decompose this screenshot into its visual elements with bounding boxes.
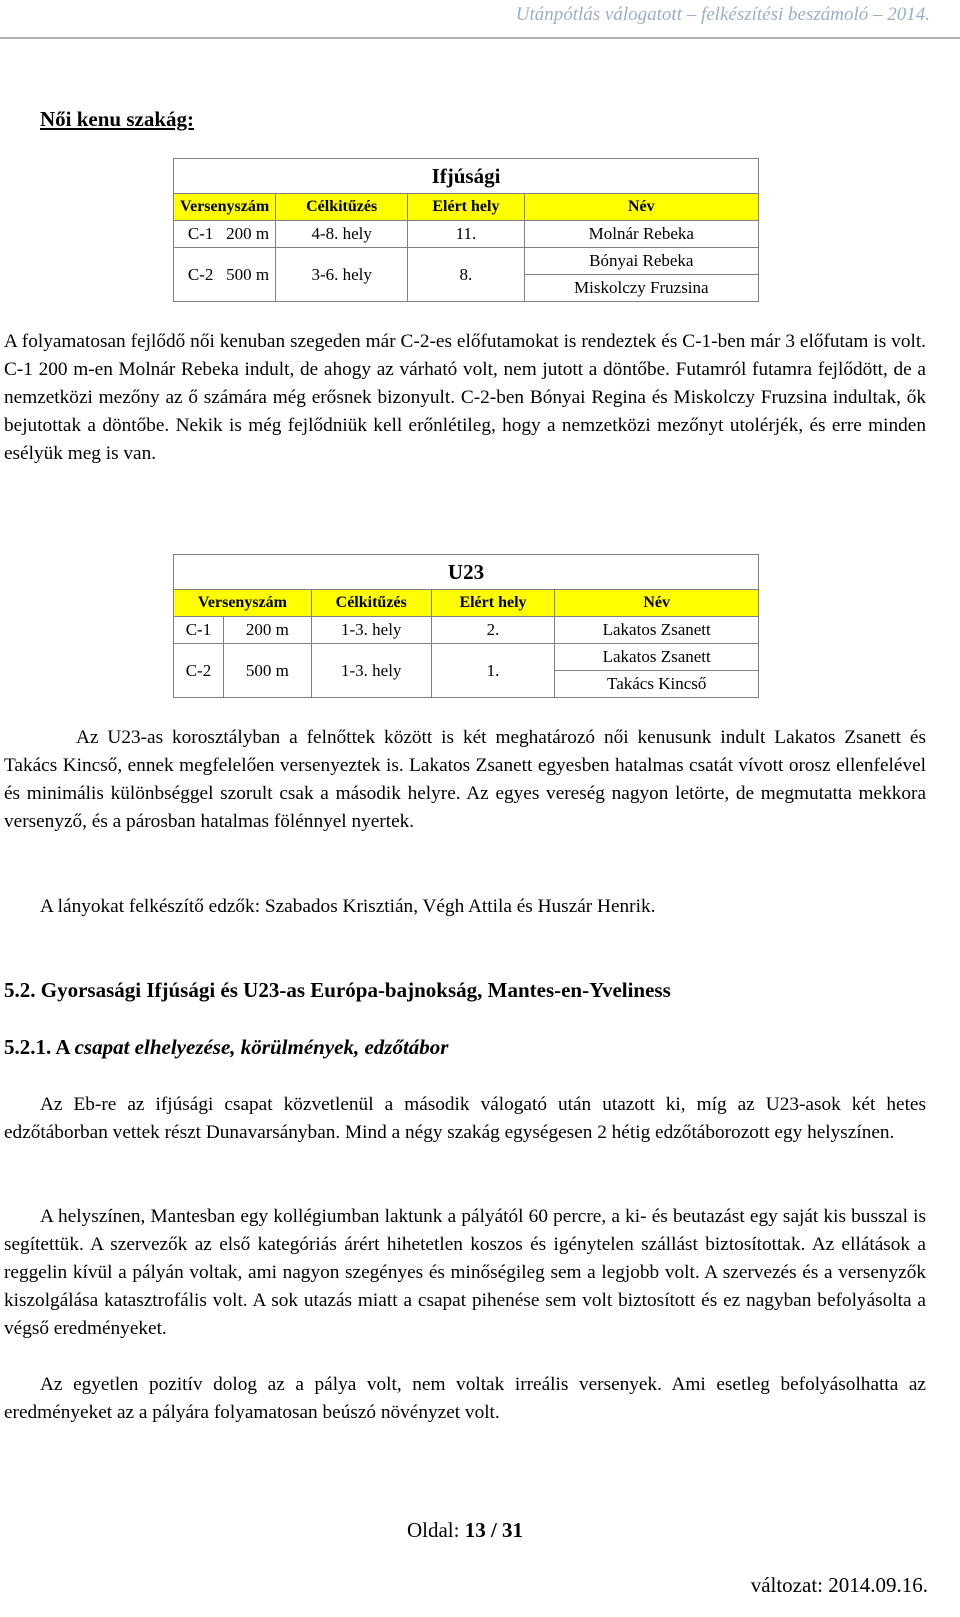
event-cell	[174, 221, 276, 248]
goal-cell: 4-8. hely	[276, 221, 408, 248]
table-header-row	[174, 590, 759, 617]
event-class: C-1	[187, 224, 214, 243]
event-class: C-2	[174, 644, 224, 698]
place-cell: 8.	[408, 248, 524, 302]
name-cell: Miskolczy Fruzsina	[524, 275, 758, 302]
table-header-row	[174, 194, 759, 221]
name-cell: Lakatos Zsanett	[555, 617, 759, 644]
paragraph-venue-2: Az egyetlen pozitív dolog az a pálya volt, nem voltak irreális versenyek. Ami esetleg befolyásolhatta az eredményeket az a pályára folyamatosan beúszó növényzet volt.	[4, 1374, 926, 1423]
col-header-event: Versenyszám	[174, 590, 312, 617]
place-cell: 1.	[431, 644, 555, 698]
event-distance: 500 m	[226, 264, 270, 284]
event-class: C-2	[187, 264, 214, 284]
paragraph-travel: Az Eb-re az ifjúsági csapat közvetlenül a második válogató után utazott ki, míg az U23-asok két hetes edzőtáborban vettek részt Dunavarsányban. Mind a négy szakág egységesen 2 hétig edzőtáborozott egy helyszínen.	[4, 1094, 926, 1143]
col-header-name: Név	[555, 590, 759, 617]
page-value: 13 / 31	[464, 1518, 524, 1542]
name-cell: Bónyai Rebeka	[524, 248, 758, 275]
place-cell: 2.	[431, 617, 555, 644]
u23-results-table	[173, 554, 759, 698]
junior-results-table	[173, 158, 759, 302]
event-cell	[174, 248, 276, 302]
col-header-place: Elért hely	[431, 590, 555, 617]
event-distance: 200 m	[226, 224, 270, 243]
paragraph-venue-1: A helyszínen, Mantesban egy kollégiumban laktunk a pályától 60 percre, a ki- és beutazást egy saját kis busszal is segítettük. A szervezők az első kategóriás árért hihetetlen koszos és igénytelen szállást biztosítottak. Az ellátások a reggelin kívül a pályán voltak, ami nagyon szegényes és minőségileg sem a legjobb volt. A szervezés és a versenyzők kiszolgálása katasztrofális volt. A sok utazás miatt a csapat pihenése sem volt biztosított és ez nagyban befolyásolta a végső eredményeket.	[4, 1206, 926, 1339]
event-distance: 500 m	[223, 644, 311, 698]
event-distance: 200 m	[223, 617, 311, 644]
col-header-name: Név	[524, 194, 758, 221]
table-title: Ifjúsági	[174, 159, 759, 194]
goal-cell: 1-3. hely	[311, 644, 431, 698]
col-header-event: Versenyszám	[174, 194, 276, 221]
col-header-goal: Célkitűzés	[276, 194, 408, 221]
name-cell: Takács Kincső	[555, 671, 759, 698]
table-row	[174, 617, 759, 644]
table-row	[174, 221, 759, 248]
place-cell: 11.	[408, 221, 524, 248]
event-class: C-1	[174, 617, 224, 644]
table-row	[174, 248, 759, 275]
heading-5-2-1	[4, 1035, 448, 1060]
heading-5-2: 5.2. Gyorsasági Ifjúsági és U23-as Európa-bajnokság, Mantes-en-Yveliness	[4, 978, 671, 1002]
col-header-goal: Célkitűzés	[311, 590, 431, 617]
table-row	[174, 644, 759, 671]
version-label: változat: 2014.09.16.	[750, 1573, 928, 1597]
paragraph-coaches: A lányokat felkészítő edzők: Szabados Krisztián, Végh Attila és Huszár Henrik.	[40, 896, 656, 917]
heading-title: csapat elhelyezése, körülmények, edzőtábor	[74, 1035, 449, 1059]
paragraph-junior: A folyamatosan fejlődő női kenuban szegeden már C-2-es előfutamokat is rendeztek és C-1-ben már 3 előfutam is volt. C-1 200 m-en Molnár Rebeka indult, de ahogy az várható volt, nem jutott a döntőbe. Futamról futamra fejlődött, de a nemzetközi mezőny az ő számára még erősnek bizonyult. C-2-ben Bónyai Regina és Miskolczy Fruzsina indultak, ők bejutottak a döntőbe. Nekik is még fejlődniük kell erőnlétileg, hogy a nemzetközi mezőnyt utolérjék, és erre minden esélyük meg is van.	[4, 331, 926, 464]
goal-cell: 3-6. hely	[276, 248, 408, 302]
header-divider	[0, 37, 960, 39]
paragraph-u23: Az U23-as korosztályban a felnőttek között is két meghatározó női kenusunk indult Lakatos Zsanett és Takács Kincső, ennek megfelelően versenyeztek is. Lakatos Zsanett egyesben hatalmas csatát vívott orosz ellenfelével és minimális különbséggel szorult csak a második helyre. Az egyes vereség nagyon letörte, de megmutatta mekkora versenyző, és a párosban hatalmas fölénnyel nyertek.	[4, 727, 926, 832]
section-title: Női kenu szakág:	[40, 107, 195, 131]
name-cell: Molnár Rebeka	[524, 221, 758, 248]
page-number	[0, 1518, 930, 1543]
heading-number: 5.2.1. A	[4, 1035, 70, 1059]
table-title: U23	[174, 555, 759, 590]
page-label: Oldal:	[406, 1518, 460, 1542]
running-header: Utánpótlás válogatott – felkészítési beszámoló – 2014.	[515, 4, 930, 25]
col-header-place: Elért hely	[408, 194, 524, 221]
name-cell: Lakatos Zsanett	[555, 644, 759, 671]
goal-cell: 1-3. hely	[311, 617, 431, 644]
